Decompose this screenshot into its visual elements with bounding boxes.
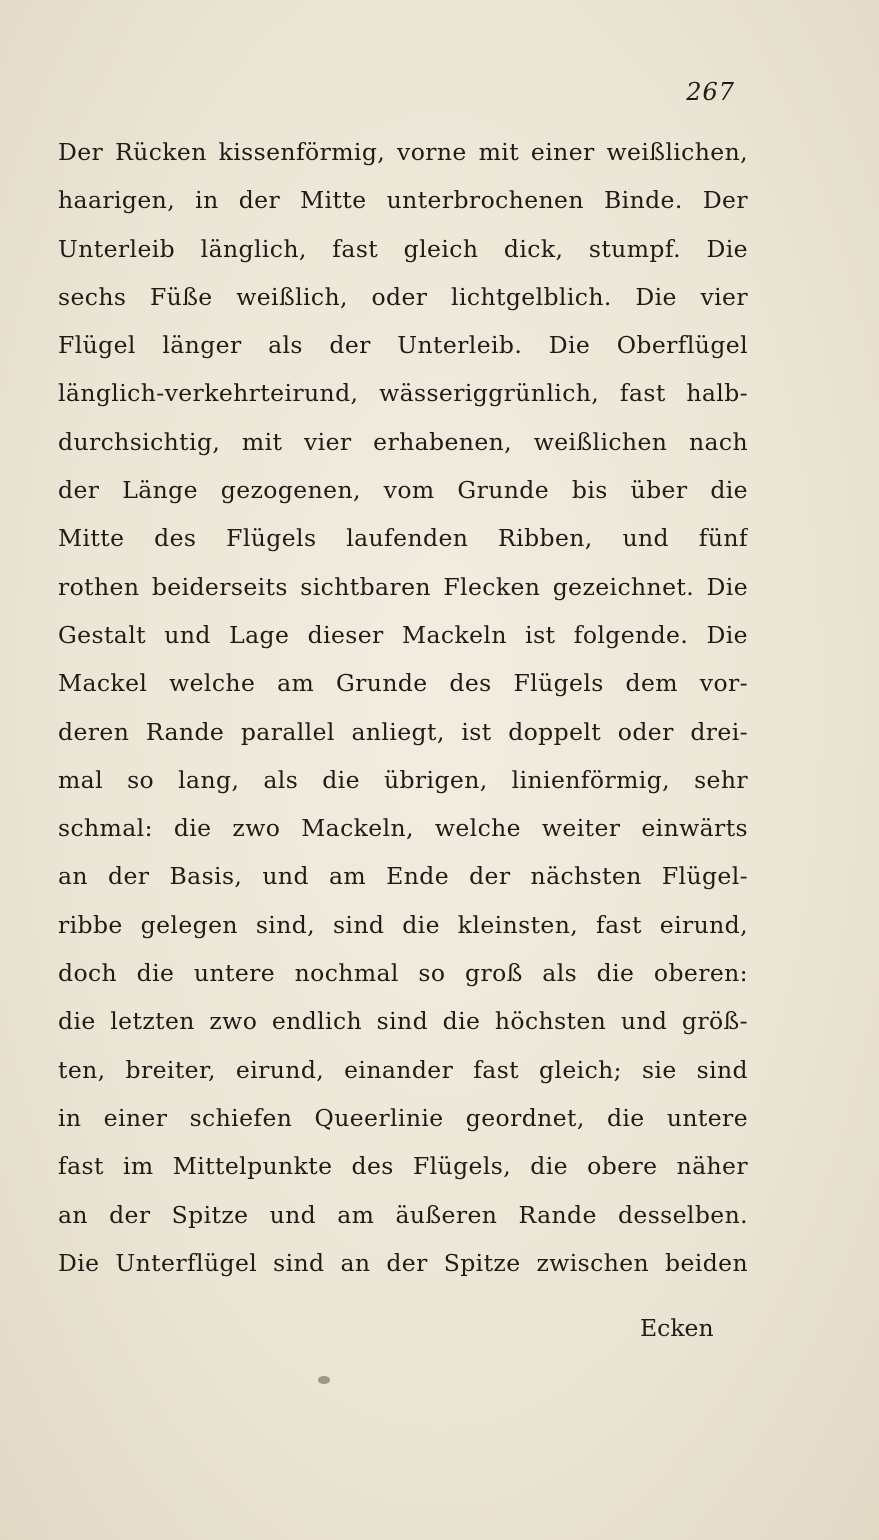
text-line: deren Rande parallel anliegt, ist doppelt oder drei- (58, 717, 748, 746)
text-line: Unterleib länglich, fast gleich dick, stumpf. Die (58, 234, 748, 263)
text-line: durchsichtig, mit vier erhabenen, weißlichen nach (58, 427, 748, 456)
text-line: doch die untere nochmal so groß als die oberen: (58, 959, 748, 988)
text-line: der Länge gezogenen, vom Grunde bis über die (58, 476, 748, 505)
text-line: in einer schiefen Queerlinie geordnet, die untere (58, 1103, 748, 1132)
text-line: Mitte des Flügels laufenden Ribben, und fünf (58, 524, 748, 553)
text-line: an der Basis, und am Ende der nächsten Flügel- (58, 862, 748, 891)
catchword: Ecken (640, 1314, 714, 1342)
text-line: Gestalt und Lage dieser Mackeln ist folgende. Die (58, 620, 748, 649)
text-line: fast im Mittelpunkte des Flügels, die obere näher (58, 1152, 748, 1181)
text-line: die letzten zwo endlich sind die höchsten und größ- (58, 1007, 748, 1036)
text-line: schmal: die zwo Mackeln, welche weiter einwärts (58, 814, 748, 843)
text-line: haarigen, in der Mitte unterbrochenen Binde. Der (58, 186, 748, 215)
text-line: mal so lang, als die übrigen, linienförmig, sehr (58, 765, 748, 794)
text-line: ten, breiter, eirund, einander fast gleich; sie sind (58, 1055, 748, 1084)
text-line: Der Rücken kissenförmig, vorne mit einer weißlichen, (58, 138, 748, 166)
page-number: 267 (686, 78, 735, 106)
text-line: Die Unterflügel sind an der Spitze zwischen beiden (58, 1248, 748, 1277)
text-line: Mackel welche am Grunde des Flügels dem vor- (58, 669, 748, 698)
text-line: länglich-verkehrteirund, wässeriggrünlich, fast halb- (58, 379, 748, 408)
ink-speck (318, 1376, 330, 1384)
body-text (58, 128, 748, 1287)
text-line: sechs Füße weißlich, oder lichtgelblich. Die vier (58, 282, 748, 311)
text-line: ribbe gelegen sind, sind die kleinsten, fast eirund, (58, 910, 748, 939)
text-line: an der Spitze und am äußeren Rande desselben. (58, 1200, 748, 1229)
text-line: rothen beiderseits sichtbaren Flecken gezeichnet. Die (58, 572, 748, 601)
text-line: Flügel länger als der Unterleib. Die Oberflügel (58, 331, 748, 360)
